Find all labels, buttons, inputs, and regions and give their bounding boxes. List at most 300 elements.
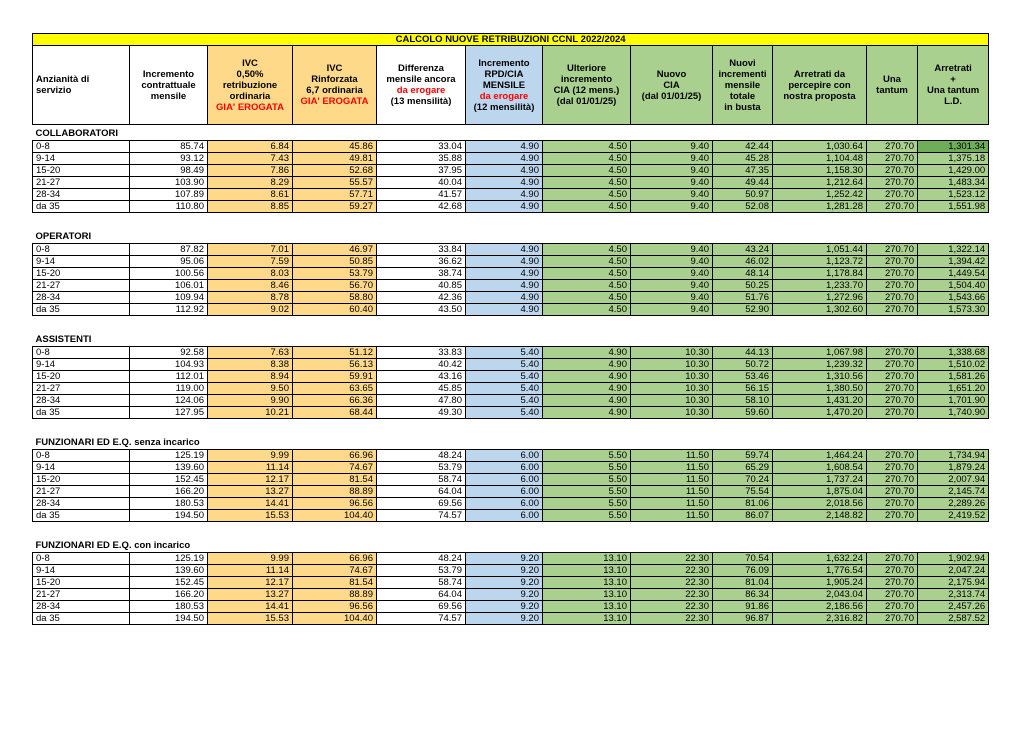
table-cell[interactable]: 87.82 xyxy=(130,244,208,256)
table-cell[interactable]: 59.60 xyxy=(713,407,773,419)
table-cell[interactable]: 270.70 xyxy=(867,153,918,165)
table-cell[interactable]: 4.90 xyxy=(466,292,543,304)
table-cell[interactable]: 1,310.56 xyxy=(773,371,867,383)
row-label[interactable]: 28-34 xyxy=(33,292,130,304)
table-cell[interactable]: 1,431.20 xyxy=(773,395,867,407)
table-cell[interactable]: 9.40 xyxy=(631,153,713,165)
table-cell[interactable]: 1,449.54 xyxy=(918,268,989,280)
table-cell[interactable]: 110.80 xyxy=(130,201,208,213)
table-cell[interactable]: 1,464.24 xyxy=(773,450,867,462)
table-cell[interactable]: 270.70 xyxy=(867,268,918,280)
table-cell[interactable]: 104.40 xyxy=(293,613,377,625)
table-cell[interactable]: 6.00 xyxy=(466,498,543,510)
table-cell[interactable]: 14.41 xyxy=(208,498,293,510)
table-cell[interactable]: 56.15 xyxy=(713,383,773,395)
table-cell[interactable]: 42.36 xyxy=(377,292,466,304)
table-cell[interactable]: 1,104.48 xyxy=(773,153,867,165)
table-cell[interactable]: 98.49 xyxy=(130,165,208,177)
table-cell[interactable]: 4.50 xyxy=(543,280,631,292)
table-cell[interactable]: 9.40 xyxy=(631,280,713,292)
table-cell[interactable]: 1,322.14 xyxy=(918,244,989,256)
table-cell[interactable]: 1,573.30 xyxy=(918,304,989,316)
table-cell[interactable]: 43.24 xyxy=(713,244,773,256)
table-cell[interactable]: 33.83 xyxy=(377,347,466,359)
table-cell[interactable]: 270.70 xyxy=(867,244,918,256)
table-cell[interactable]: 10.30 xyxy=(631,395,713,407)
table-cell[interactable]: 49.81 xyxy=(293,153,377,165)
table-cell[interactable]: 4.50 xyxy=(543,201,631,213)
table-cell[interactable]: 40.85 xyxy=(377,280,466,292)
table-cell[interactable]: 11.14 xyxy=(208,462,293,474)
table-cell[interactable]: 1,875.04 xyxy=(773,486,867,498)
table-cell[interactable]: 103.90 xyxy=(130,177,208,189)
table-cell[interactable]: 4.90 xyxy=(543,383,631,395)
table-cell[interactable]: 63.65 xyxy=(293,383,377,395)
table-cell[interactable]: 38.74 xyxy=(377,268,466,280)
table-cell[interactable]: 74.57 xyxy=(377,510,466,522)
table-cell[interactable]: 15.53 xyxy=(208,510,293,522)
table-cell[interactable]: 13.10 xyxy=(543,565,631,577)
table-cell[interactable]: 270.70 xyxy=(867,613,918,625)
table-cell[interactable]: 4.50 xyxy=(543,244,631,256)
table-cell[interactable]: 1,429.00 xyxy=(918,165,989,177)
table-cell[interactable]: 22.30 xyxy=(631,577,713,589)
table-cell[interactable]: 270.70 xyxy=(867,292,918,304)
table-cell[interactable]: 1,252.42 xyxy=(773,189,867,201)
table-cell[interactable]: 68.44 xyxy=(293,407,377,419)
table-cell[interactable]: 59.91 xyxy=(293,371,377,383)
table-cell[interactable]: 57.71 xyxy=(293,189,377,201)
row-label[interactable]: 21-27 xyxy=(33,280,130,292)
table-cell[interactable]: 15.53 xyxy=(208,613,293,625)
table-cell[interactable]: 9.99 xyxy=(208,553,293,565)
table-cell[interactable]: 43.16 xyxy=(377,371,466,383)
table-cell[interactable]: 53.79 xyxy=(293,268,377,280)
table-cell[interactable]: 9.40 xyxy=(631,189,713,201)
table-cell[interactable]: 270.70 xyxy=(867,474,918,486)
row-label[interactable]: da 35 xyxy=(33,613,130,625)
table-cell[interactable]: 5.40 xyxy=(466,383,543,395)
table-cell[interactable]: 270.70 xyxy=(867,395,918,407)
table-cell[interactable]: 5.40 xyxy=(466,347,543,359)
table-cell[interactable]: 4.90 xyxy=(466,244,543,256)
table-cell[interactable]: 2,587.52 xyxy=(918,613,989,625)
table-cell[interactable]: 51.76 xyxy=(713,292,773,304)
table-cell[interactable]: 5.50 xyxy=(543,486,631,498)
table-cell[interactable]: 69.56 xyxy=(377,601,466,613)
table-cell[interactable]: 1,510.02 xyxy=(918,359,989,371)
table-cell[interactable]: 4.50 xyxy=(543,177,631,189)
table-cell[interactable]: 194.50 xyxy=(130,510,208,522)
table-cell[interactable]: 13.10 xyxy=(543,613,631,625)
table-cell[interactable]: 8.46 xyxy=(208,280,293,292)
table-cell[interactable]: 6.00 xyxy=(466,462,543,474)
table-cell[interactable]: 6.84 xyxy=(208,141,293,153)
table-cell[interactable]: 86.07 xyxy=(713,510,773,522)
table-cell[interactable]: 10.30 xyxy=(631,347,713,359)
table-cell[interactable]: 52.68 xyxy=(293,165,377,177)
table-cell[interactable]: 9.99 xyxy=(208,450,293,462)
table-cell[interactable]: 2,186.56 xyxy=(773,601,867,613)
table-cell[interactable]: 1,879.24 xyxy=(918,462,989,474)
table-cell[interactable]: 45.86 xyxy=(293,141,377,153)
row-label[interactable]: 9-14 xyxy=(33,153,130,165)
row-label[interactable]: 21-27 xyxy=(33,589,130,601)
table-cell[interactable]: 12.17 xyxy=(208,474,293,486)
table-cell[interactable]: 9.20 xyxy=(466,601,543,613)
table-cell[interactable]: 35.88 xyxy=(377,153,466,165)
table-cell[interactable]: 4.50 xyxy=(543,268,631,280)
table-cell[interactable]: 270.70 xyxy=(867,553,918,565)
table-cell[interactable]: 6.00 xyxy=(466,450,543,462)
table-cell[interactable]: 1,551.98 xyxy=(918,201,989,213)
row-label[interactable]: 0-8 xyxy=(33,347,130,359)
table-cell[interactable]: 49.30 xyxy=(377,407,466,419)
table-cell[interactable]: 10.30 xyxy=(631,359,713,371)
table-cell[interactable]: 9.50 xyxy=(208,383,293,395)
table-cell[interactable]: 1,581.26 xyxy=(918,371,989,383)
table-cell[interactable]: 270.70 xyxy=(867,347,918,359)
table-cell[interactable]: 9.40 xyxy=(631,268,713,280)
table-cell[interactable]: 8.85 xyxy=(208,201,293,213)
table-cell[interactable]: 9.20 xyxy=(466,589,543,601)
table-cell[interactable]: 1,030.64 xyxy=(773,141,867,153)
table-cell[interactable]: 1,902.94 xyxy=(918,553,989,565)
table-cell[interactable]: 11.50 xyxy=(631,450,713,462)
table-cell[interactable]: 13.10 xyxy=(543,577,631,589)
selected-cell[interactable]: 1,301.34 xyxy=(918,141,989,153)
table-cell[interactable]: 96.56 xyxy=(293,601,377,613)
table-cell[interactable]: 6.00 xyxy=(466,474,543,486)
table-cell[interactable]: 2,145.74 xyxy=(918,486,989,498)
table-cell[interactable]: 270.70 xyxy=(867,359,918,371)
table-cell[interactable]: 42.68 xyxy=(377,201,466,213)
table-cell[interactable]: 4.90 xyxy=(543,395,631,407)
table-cell[interactable]: 9.20 xyxy=(466,565,543,577)
table-cell[interactable]: 56.13 xyxy=(293,359,377,371)
table-cell[interactable]: 13.10 xyxy=(543,601,631,613)
table-cell[interactable]: 270.70 xyxy=(867,601,918,613)
table-cell[interactable]: 119.00 xyxy=(130,383,208,395)
table-cell[interactable]: 109.94 xyxy=(130,292,208,304)
table-cell[interactable]: 8.94 xyxy=(208,371,293,383)
table-cell[interactable]: 4.50 xyxy=(543,165,631,177)
table-cell[interactable]: 45.28 xyxy=(713,153,773,165)
table-cell[interactable]: 2,047.24 xyxy=(918,565,989,577)
table-cell[interactable]: 1,776.54 xyxy=(773,565,867,577)
table-cell[interactable]: 88.89 xyxy=(293,486,377,498)
table-cell[interactable]: 70.24 xyxy=(713,474,773,486)
table-cell[interactable]: 2,175.94 xyxy=(918,577,989,589)
table-cell[interactable]: 5.40 xyxy=(466,371,543,383)
table-cell[interactable]: 125.19 xyxy=(130,553,208,565)
row-label[interactable]: 0-8 xyxy=(33,553,130,565)
table-cell[interactable]: 1,632.24 xyxy=(773,553,867,565)
table-cell[interactable]: 53.46 xyxy=(713,371,773,383)
table-cell[interactable]: 47.80 xyxy=(377,395,466,407)
table-cell[interactable]: 5.50 xyxy=(543,450,631,462)
table-cell[interactable]: 9.40 xyxy=(631,292,713,304)
table-cell[interactable]: 22.30 xyxy=(631,589,713,601)
table-cell[interactable]: 1,239.32 xyxy=(773,359,867,371)
table-cell[interactable]: 48.24 xyxy=(377,450,466,462)
row-label[interactable]: da 35 xyxy=(33,510,130,522)
table-cell[interactable]: 112.01 xyxy=(130,371,208,383)
table-cell[interactable]: 112.92 xyxy=(130,304,208,316)
table-cell[interactable]: 270.70 xyxy=(867,280,918,292)
table-cell[interactable]: 166.20 xyxy=(130,486,208,498)
table-cell[interactable]: 10.30 xyxy=(631,371,713,383)
table-cell[interactable]: 124.06 xyxy=(130,395,208,407)
table-cell[interactable]: 9.40 xyxy=(631,201,713,213)
row-label[interactable]: 28-34 xyxy=(33,498,130,510)
table-cell[interactable]: 104.40 xyxy=(293,510,377,522)
table-cell[interactable]: 270.70 xyxy=(867,141,918,153)
table-cell[interactable]: 11.50 xyxy=(631,498,713,510)
table-cell[interactable]: 4.90 xyxy=(466,153,543,165)
table-cell[interactable]: 4.50 xyxy=(543,292,631,304)
table-cell[interactable]: 4.50 xyxy=(543,256,631,268)
table-cell[interactable]: 1,651.20 xyxy=(918,383,989,395)
table-cell[interactable]: 52.08 xyxy=(713,201,773,213)
table-cell[interactable]: 50.72 xyxy=(713,359,773,371)
table-cell[interactable]: 74.67 xyxy=(293,462,377,474)
table-cell[interactable]: 1,740.90 xyxy=(918,407,989,419)
table-cell[interactable]: 4.90 xyxy=(466,304,543,316)
table-cell[interactable]: 9.40 xyxy=(631,256,713,268)
table-cell[interactable]: 8.29 xyxy=(208,177,293,189)
table-cell[interactable]: 69.56 xyxy=(377,498,466,510)
table-cell[interactable]: 4.90 xyxy=(466,201,543,213)
row-label[interactable]: 0-8 xyxy=(33,244,130,256)
table-cell[interactable]: 64.04 xyxy=(377,589,466,601)
row-label[interactable]: da 35 xyxy=(33,304,130,316)
table-cell[interactable]: 125.19 xyxy=(130,450,208,462)
table-cell[interactable]: 152.45 xyxy=(130,474,208,486)
table-cell[interactable]: 106.01 xyxy=(130,280,208,292)
table-cell[interactable]: 270.70 xyxy=(867,589,918,601)
row-label[interactable]: 0-8 xyxy=(33,141,130,153)
table-cell[interactable]: 41.57 xyxy=(377,189,466,201)
table-cell[interactable]: 6.00 xyxy=(466,510,543,522)
table-cell[interactable]: 37.95 xyxy=(377,165,466,177)
table-cell[interactable]: 47.35 xyxy=(713,165,773,177)
table-cell[interactable]: 56.70 xyxy=(293,280,377,292)
table-cell[interactable]: 1,067.98 xyxy=(773,347,867,359)
table-cell[interactable]: 5.40 xyxy=(466,407,543,419)
table-cell[interactable]: 1,302.60 xyxy=(773,304,867,316)
row-label[interactable]: 21-27 xyxy=(33,383,130,395)
table-cell[interactable]: 180.53 xyxy=(130,498,208,510)
table-cell[interactable]: 1,543.66 xyxy=(918,292,989,304)
table-cell[interactable]: 4.90 xyxy=(466,165,543,177)
table-cell[interactable]: 53.79 xyxy=(377,462,466,474)
table-cell[interactable]: 5.50 xyxy=(543,462,631,474)
table-cell[interactable]: 22.30 xyxy=(631,613,713,625)
table-cell[interactable]: 52.90 xyxy=(713,304,773,316)
table-cell[interactable]: 270.70 xyxy=(867,510,918,522)
table-cell[interactable]: 270.70 xyxy=(867,304,918,316)
table-cell[interactable]: 127.95 xyxy=(130,407,208,419)
table-cell[interactable]: 1,375.18 xyxy=(918,153,989,165)
table-cell[interactable]: 58.10 xyxy=(713,395,773,407)
table-cell[interactable]: 92.58 xyxy=(130,347,208,359)
row-label[interactable]: 9-14 xyxy=(33,565,130,577)
table-cell[interactable]: 95.06 xyxy=(130,256,208,268)
table-cell[interactable]: 9.40 xyxy=(631,304,713,316)
table-cell[interactable]: 48.24 xyxy=(377,553,466,565)
row-label[interactable]: 15-20 xyxy=(33,268,130,280)
table-cell[interactable]: 7.86 xyxy=(208,165,293,177)
table-cell[interactable]: 9.20 xyxy=(466,577,543,589)
table-cell[interactable]: 4.90 xyxy=(466,268,543,280)
table-cell[interactable]: 1,737.24 xyxy=(773,474,867,486)
table-cell[interactable]: 4.50 xyxy=(543,141,631,153)
table-cell[interactable]: 10.30 xyxy=(631,407,713,419)
table-cell[interactable]: 1,470.20 xyxy=(773,407,867,419)
table-cell[interactable]: 81.06 xyxy=(713,498,773,510)
table-cell[interactable]: 13.27 xyxy=(208,589,293,601)
table-cell[interactable]: 65.29 xyxy=(713,462,773,474)
table-cell[interactable]: 1,380.50 xyxy=(773,383,867,395)
table-cell[interactable]: 270.70 xyxy=(867,462,918,474)
table-cell[interactable]: 2,018.56 xyxy=(773,498,867,510)
row-label[interactable]: 0-8 xyxy=(33,450,130,462)
row-label[interactable]: 15-20 xyxy=(33,165,130,177)
table-cell[interactable]: 50.97 xyxy=(713,189,773,201)
table-cell[interactable]: 270.70 xyxy=(867,407,918,419)
row-label[interactable]: 15-20 xyxy=(33,371,130,383)
table-cell[interactable]: 59.74 xyxy=(713,450,773,462)
table-cell[interactable]: 91.86 xyxy=(713,601,773,613)
table-cell[interactable]: 4.50 xyxy=(543,304,631,316)
table-cell[interactable]: 36.62 xyxy=(377,256,466,268)
table-cell[interactable]: 40.42 xyxy=(377,359,466,371)
table-cell[interactable]: 51.12 xyxy=(293,347,377,359)
table-cell[interactable]: 5.50 xyxy=(543,474,631,486)
table-cell[interactable]: 180.53 xyxy=(130,601,208,613)
table-cell[interactable]: 1,905.24 xyxy=(773,577,867,589)
table-cell[interactable]: 93.12 xyxy=(130,153,208,165)
table-cell[interactable]: 2,043.04 xyxy=(773,589,867,601)
table-cell[interactable]: 107.89 xyxy=(130,189,208,201)
table-cell[interactable]: 74.57 xyxy=(377,613,466,625)
table-cell[interactable]: 40.04 xyxy=(377,177,466,189)
table-cell[interactable]: 9.90 xyxy=(208,395,293,407)
table-cell[interactable]: 270.70 xyxy=(867,177,918,189)
table-cell[interactable]: 10.30 xyxy=(631,383,713,395)
table-cell[interactable]: 194.50 xyxy=(130,613,208,625)
table-cell[interactable]: 166.20 xyxy=(130,589,208,601)
table-cell[interactable]: 11.50 xyxy=(631,510,713,522)
table-cell[interactable]: 4.90 xyxy=(466,141,543,153)
table-cell[interactable]: 9.40 xyxy=(631,177,713,189)
row-label[interactable]: 28-34 xyxy=(33,601,130,613)
table-cell[interactable]: 11.50 xyxy=(631,486,713,498)
table-cell[interactable]: 50.85 xyxy=(293,256,377,268)
table-cell[interactable]: 270.70 xyxy=(867,486,918,498)
table-cell[interactable]: 9.40 xyxy=(631,141,713,153)
table-cell[interactable]: 8.78 xyxy=(208,292,293,304)
table-cell[interactable]: 22.30 xyxy=(631,553,713,565)
table-cell[interactable]: 1,483.34 xyxy=(918,177,989,189)
table-cell[interactable]: 14.41 xyxy=(208,601,293,613)
table-cell[interactable]: 1,123.72 xyxy=(773,256,867,268)
table-cell[interactable]: 1,178.84 xyxy=(773,268,867,280)
table-cell[interactable]: 8.61 xyxy=(208,189,293,201)
table-cell[interactable]: 139.60 xyxy=(130,462,208,474)
table-cell[interactable]: 53.79 xyxy=(377,565,466,577)
table-cell[interactable]: 1,608.54 xyxy=(773,462,867,474)
table-cell[interactable]: 2,289.26 xyxy=(918,498,989,510)
table-cell[interactable]: 152.45 xyxy=(130,577,208,589)
row-label[interactable]: 15-20 xyxy=(33,474,130,486)
table-cell[interactable]: 44.13 xyxy=(713,347,773,359)
table-cell[interactable]: 1,272.96 xyxy=(773,292,867,304)
table-cell[interactable]: 5.40 xyxy=(466,395,543,407)
row-label[interactable]: 21-27 xyxy=(33,177,130,189)
table-cell[interactable]: 66.36 xyxy=(293,395,377,407)
table-cell[interactable]: 13.10 xyxy=(543,553,631,565)
table-cell[interactable]: 50.25 xyxy=(713,280,773,292)
table-cell[interactable]: 9.20 xyxy=(466,553,543,565)
table-cell[interactable]: 76.09 xyxy=(713,565,773,577)
table-cell[interactable]: 9.02 xyxy=(208,304,293,316)
table-cell[interactable]: 81.54 xyxy=(293,474,377,486)
table-cell[interactable]: 66.96 xyxy=(293,450,377,462)
table-cell[interactable]: 5.40 xyxy=(466,359,543,371)
row-label[interactable]: 28-34 xyxy=(33,189,130,201)
table-cell[interactable]: 1,734.94 xyxy=(918,450,989,462)
table-cell[interactable]: 96.56 xyxy=(293,498,377,510)
table-cell[interactable]: 58.80 xyxy=(293,292,377,304)
table-cell[interactable]: 85.74 xyxy=(130,141,208,153)
table-cell[interactable]: 60.40 xyxy=(293,304,377,316)
table-cell[interactable]: 11.50 xyxy=(631,462,713,474)
table-cell[interactable]: 2,148.82 xyxy=(773,510,867,522)
table-cell[interactable]: 42.44 xyxy=(713,141,773,153)
table-cell[interactable]: 11.14 xyxy=(208,565,293,577)
row-label[interactable]: 15-20 xyxy=(33,577,130,589)
table-cell[interactable]: 81.04 xyxy=(713,577,773,589)
table-cell[interactable]: 64.04 xyxy=(377,486,466,498)
table-cell[interactable]: 7.63 xyxy=(208,347,293,359)
table-cell[interactable]: 4.90 xyxy=(543,347,631,359)
table-cell[interactable]: 270.70 xyxy=(867,371,918,383)
table-cell[interactable]: 10.21 xyxy=(208,407,293,419)
table-cell[interactable]: 7.59 xyxy=(208,256,293,268)
row-label[interactable]: 9-14 xyxy=(33,256,130,268)
row-label[interactable]: 9-14 xyxy=(33,359,130,371)
row-label[interactable]: da 35 xyxy=(33,201,130,213)
table-cell[interactable]: 13.10 xyxy=(543,589,631,601)
table-cell[interactable]: 2,457.26 xyxy=(918,601,989,613)
table-cell[interactable]: 4.90 xyxy=(466,280,543,292)
table-cell[interactable]: 58.74 xyxy=(377,577,466,589)
table-cell[interactable]: 270.70 xyxy=(867,165,918,177)
table-cell[interactable]: 33.84 xyxy=(377,244,466,256)
table-cell[interactable]: 5.50 xyxy=(543,498,631,510)
table-cell[interactable]: 43.50 xyxy=(377,304,466,316)
table-cell[interactable]: 7.01 xyxy=(208,244,293,256)
table-cell[interactable]: 88.89 xyxy=(293,589,377,601)
table-cell[interactable]: 70.54 xyxy=(713,553,773,565)
table-cell[interactable]: 5.50 xyxy=(543,510,631,522)
table-cell[interactable]: 6.00 xyxy=(466,486,543,498)
table-cell[interactable]: 8.03 xyxy=(208,268,293,280)
table-cell[interactable]: 1,338.68 xyxy=(918,347,989,359)
table-cell[interactable]: 2,316.82 xyxy=(773,613,867,625)
